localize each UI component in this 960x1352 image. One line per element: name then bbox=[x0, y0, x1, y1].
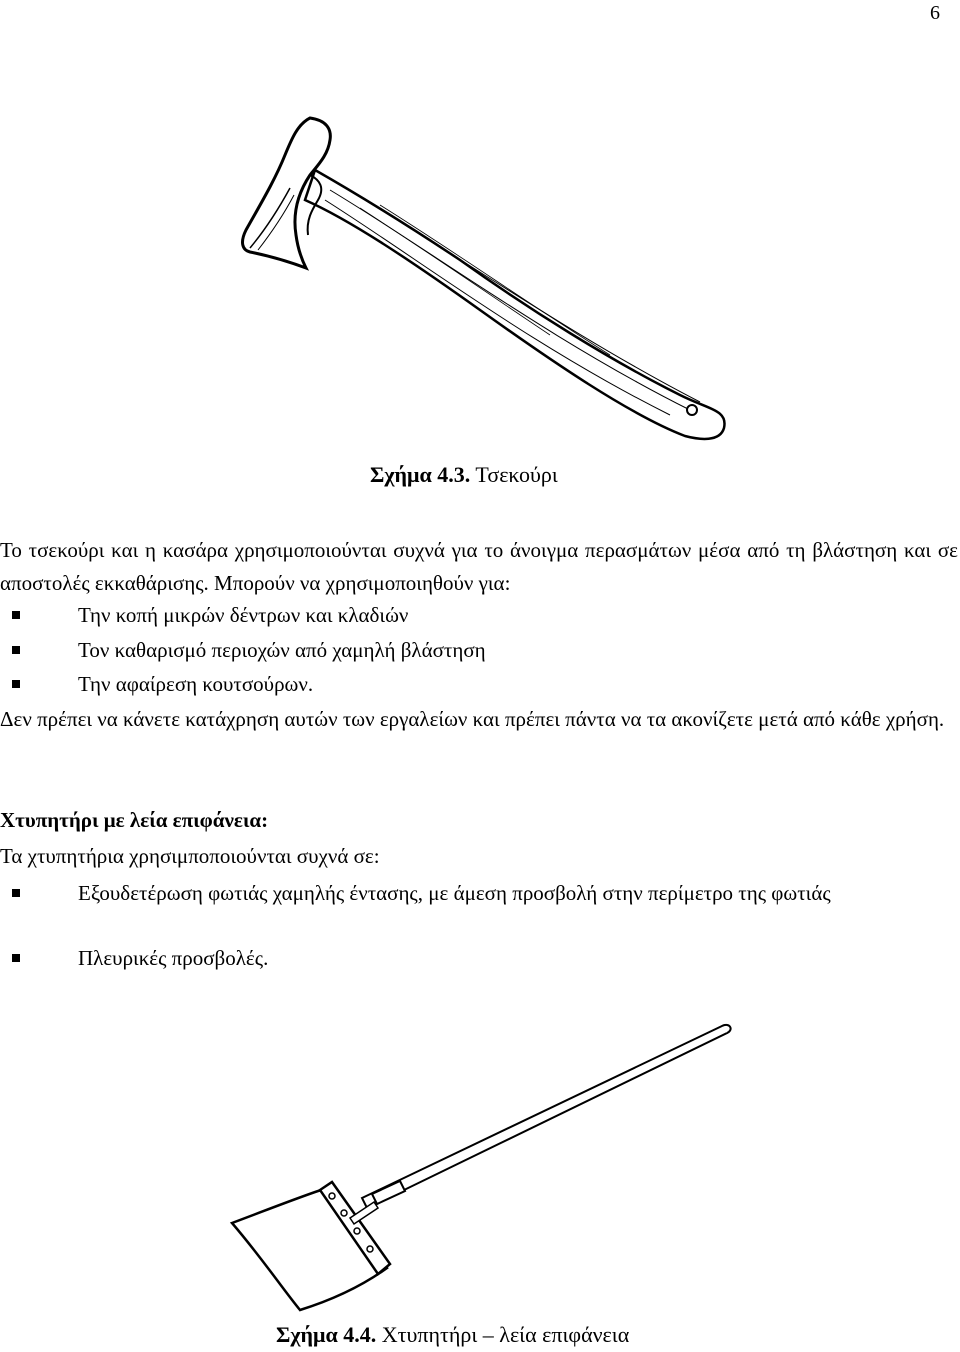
list-item: Τον καθαρισμό περιοχών από χαμηλή βλάστηση bbox=[0, 634, 958, 667]
section-heading: Χτυπητήρι με λεία επιφάνεια: bbox=[0, 808, 269, 832]
bullet-square-icon bbox=[12, 611, 20, 619]
bullet-square-icon bbox=[12, 680, 20, 688]
figure-caption-flapper bbox=[276, 1322, 629, 1348]
flapper-illustration bbox=[222, 1018, 742, 1318]
bullet-square-icon bbox=[12, 646, 20, 654]
caption-text: Τσεκούρι bbox=[475, 462, 558, 487]
list-item: Πλευρικές προσβολές. bbox=[0, 942, 958, 975]
list-item: Την αφαίρεση κουτσούρων. bbox=[0, 668, 958, 701]
caption-label: Σχήμα 4.4. bbox=[276, 1322, 377, 1347]
caption-text: Χτυπητήρι – λεία επιφάνεια bbox=[381, 1322, 630, 1347]
list-item: Την κοπή μικρών δέντρων και κλαδιών bbox=[0, 599, 958, 632]
caption-label: Σχήμα 4.3. bbox=[370, 462, 471, 487]
flapper-intro-paragraph: Τα χτυπητήρια χρησιμποποιούνται συχνά σε: bbox=[0, 844, 380, 868]
axe-illustration bbox=[230, 110, 740, 450]
page-number: 6 bbox=[930, 2, 940, 24]
figure-caption-axe bbox=[370, 462, 558, 488]
list-item: Εξουδετέρωση φωτιάς χαμηλής έντασης, με άμεση προσβολή στην περίμετρο της φωτιάς bbox=[0, 877, 958, 943]
axe-intro-paragraph: Το τσεκούρι και η κασάρα χρησιμοποιούνται συχνά για το άνοιγμα περασμάτων μέσα από τη βλάστηση και σε αποστολές εκκαθάρισης. Μπορούν να χρησιμοποιηθούν για: bbox=[0, 538, 958, 595]
bullet-square-icon bbox=[12, 954, 20, 962]
warning-paragraph: Δεν πρέπει να κάνετε κατάχρηση αυτών των εργαλείων και πρέπει πάντα να τα ακονίζετε μετά από κάθε χρήση. bbox=[0, 707, 945, 731]
bullet-square-icon bbox=[12, 889, 20, 897]
